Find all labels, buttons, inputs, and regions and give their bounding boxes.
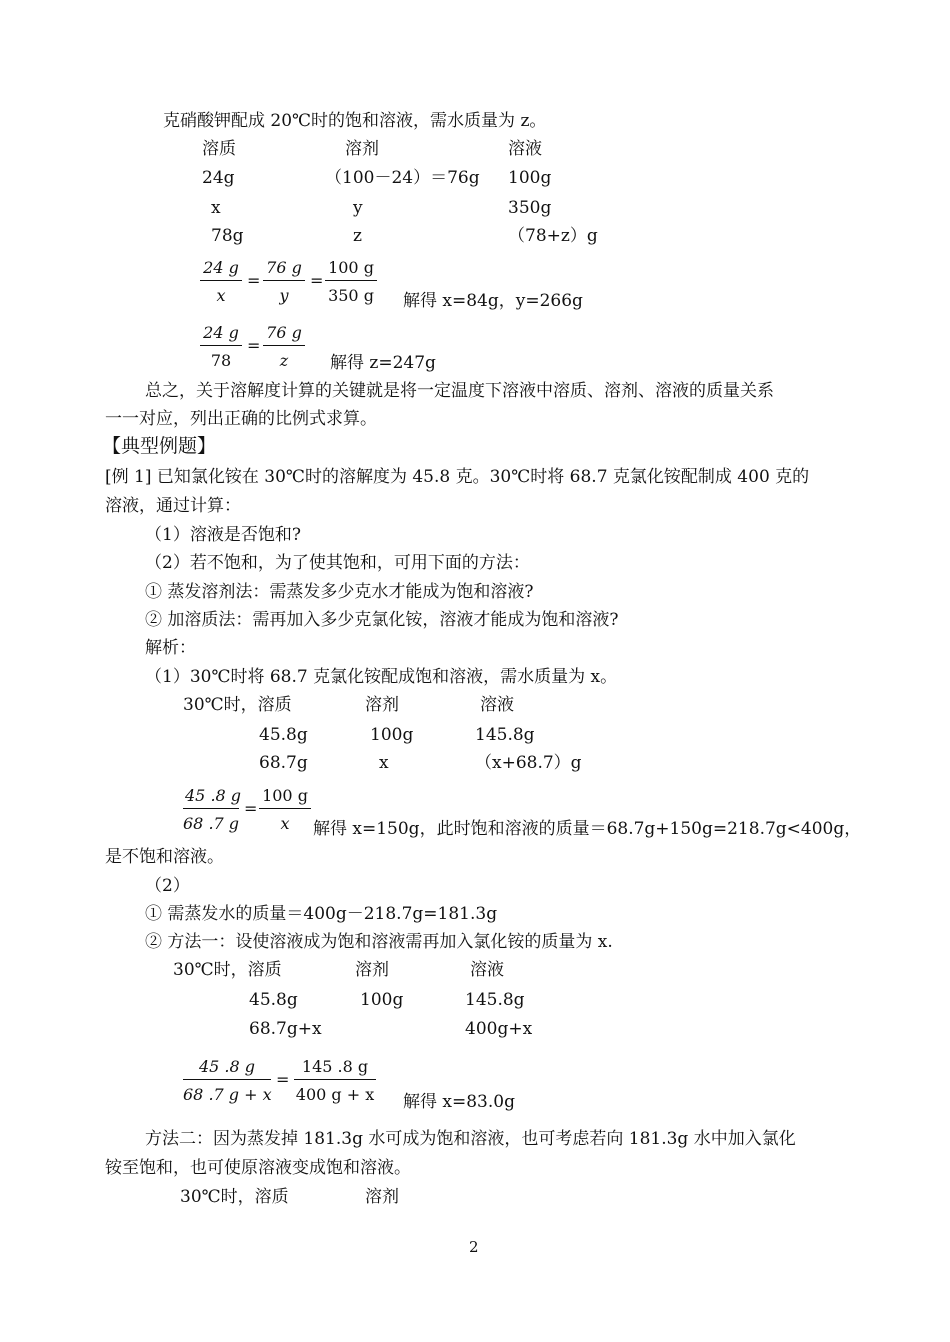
fraction bbox=[259, 786, 311, 833]
table-header-solution: 溶液 bbox=[470, 960, 504, 980]
fraction-denominator: 68 .7 g bbox=[183, 814, 240, 833]
table-cell: 145.8g bbox=[465, 990, 525, 1010]
table-cell: x bbox=[379, 753, 389, 773]
table-cell: y bbox=[353, 198, 363, 218]
table-header-solute: 溶质 bbox=[202, 139, 236, 159]
table-cell: （100－24）＝76g bbox=[325, 168, 480, 188]
paragraph-line: ② 方法一：设使溶液成为饱和溶液需再加入氯化铵的质量为 x. bbox=[145, 932, 613, 952]
table-cell: 400g+x bbox=[465, 1019, 533, 1039]
table-header-solvent: 溶剂 bbox=[345, 139, 379, 159]
fraction-denominator: 68 .7 g + x bbox=[183, 1085, 272, 1104]
fraction-denominator: 78 bbox=[210, 351, 232, 370]
table-header-solute: 30℃时，溶质 bbox=[173, 960, 282, 980]
table-cell: 78g bbox=[211, 226, 244, 246]
table-cell: 45.8g bbox=[249, 990, 298, 1010]
table-cell: 100g bbox=[360, 990, 404, 1010]
table-cell: 145.8g bbox=[475, 725, 535, 745]
fraction-numerator: 45 .8 g bbox=[183, 1057, 271, 1080]
fraction-numerator: 100 g bbox=[325, 258, 377, 281]
paragraph-line: 方法二：因为蒸发掉 181.3g 水可成为饱和溶液，也可考虑若向 181.3g 水中加入氯化 bbox=[145, 1129, 796, 1149]
fraction-denominator: 350 g bbox=[328, 286, 374, 305]
fraction-numerator: 45 .8 g bbox=[183, 786, 239, 809]
question-line: ① 蒸发溶剂法：需蒸发多少克水才能成为饱和溶液? bbox=[145, 582, 534, 602]
table-header-solute: 30℃时，溶质 bbox=[183, 695, 292, 715]
paragraph-line: 总之，关于溶解度计算的关键就是将一定温度下溶液中溶质、溶剂、溶液的质量关系 bbox=[145, 381, 774, 401]
fraction bbox=[200, 258, 242, 305]
paragraph-line: 一一对应，列出正确的比例式求算。 bbox=[105, 409, 377, 429]
paragraph-line: （1）30℃时将 68.7 克氯化铵配成饱和溶液，需水质量为 x。 bbox=[145, 667, 618, 687]
fraction bbox=[263, 323, 305, 370]
equals-sign: = bbox=[247, 336, 261, 355]
fraction-numerator: 24 g bbox=[200, 258, 242, 281]
equals-sign: = bbox=[247, 271, 261, 290]
fraction-numerator: 76 g bbox=[263, 258, 305, 281]
fraction bbox=[294, 1057, 376, 1104]
section-heading: 【典型例题】 bbox=[102, 435, 217, 457]
table-cell: 100g bbox=[370, 725, 414, 745]
fraction bbox=[263, 258, 305, 305]
solution-text: 解得 x=84g，y=266g bbox=[403, 291, 583, 311]
paragraph-line: （2） bbox=[145, 876, 190, 896]
solution-text: 解得 x=83.0g bbox=[403, 1092, 515, 1112]
equals-sign: = bbox=[276, 1070, 290, 1089]
fraction bbox=[183, 1057, 271, 1104]
question-line: （2）若不饱和，为了使其饱和，可用下面的方法： bbox=[145, 553, 530, 573]
table-header-solution: 溶液 bbox=[508, 139, 542, 159]
solution-text: 是不饱和溶液。 bbox=[105, 847, 224, 867]
question-line: ② 加溶质法：需再加入多少克氯化铵，溶液才能成为饱和溶液? bbox=[145, 610, 619, 630]
fraction-numerator: 76 g bbox=[263, 323, 305, 346]
solution-text: 解得 z=247g bbox=[330, 353, 436, 373]
paragraph-line: 铵至饱和，也可使原溶液变成饱和溶液。 bbox=[105, 1158, 411, 1178]
fraction-denominator: x bbox=[280, 814, 290, 833]
fraction-denominator: 400 g + x bbox=[295, 1085, 375, 1104]
paragraph-line: [例 1] 已知氯化铵在 30℃时的溶解度为 45.8 克。30℃时将 68.7 克氯化铵配制成 400 克的 bbox=[105, 467, 810, 487]
table-cell: z bbox=[353, 226, 362, 246]
paragraph-line: 溶液，通过计算： bbox=[105, 496, 241, 516]
table-cell: 24g bbox=[202, 168, 235, 188]
table-cell: 45.8g bbox=[259, 725, 308, 745]
table-cell: x bbox=[211, 198, 221, 218]
equals-sign: = bbox=[310, 271, 324, 290]
table-header-solution: 溶液 bbox=[480, 695, 514, 715]
fraction-denominator: x bbox=[216, 286, 226, 305]
fraction-numerator: 100 g bbox=[259, 786, 311, 809]
fraction bbox=[200, 323, 242, 370]
paragraph-line: ① 需蒸发水的质量＝400g－218.7g=181.3g bbox=[145, 904, 498, 924]
table-cell: 68.7g+x bbox=[249, 1019, 322, 1039]
table-header-solvent: 溶剂 bbox=[365, 695, 399, 715]
analysis-label: 解析： bbox=[145, 638, 196, 658]
table-cell: （x+68.7）g bbox=[475, 753, 582, 773]
question-line: （1）溶液是否饱和? bbox=[145, 525, 301, 545]
fraction-numerator: 145 .8 g bbox=[294, 1057, 376, 1080]
table-header-solvent: 溶剂 bbox=[365, 1187, 399, 1207]
equals-sign: = bbox=[244, 799, 258, 818]
table-cell: 100g bbox=[508, 168, 552, 188]
fraction-numerator: 24 g bbox=[200, 323, 242, 346]
fraction bbox=[325, 258, 377, 305]
table-cell: 350g bbox=[508, 198, 552, 218]
fraction-denominator: z bbox=[279, 351, 289, 370]
fraction bbox=[183, 786, 242, 833]
table-cell: （78+z）g bbox=[508, 226, 598, 246]
text-line: 克硝酸钾配成 20℃时的饱和溶液，需水质量为 z。 bbox=[163, 111, 547, 131]
table-cell: 68.7g bbox=[259, 753, 308, 773]
fraction-denominator: y bbox=[279, 286, 289, 305]
table-header-solute: 30℃时，溶质 bbox=[180, 1187, 289, 1207]
page-number: 2 bbox=[469, 1238, 479, 1256]
table-header-solvent: 溶剂 bbox=[355, 960, 389, 980]
solution-text: 解得 x=150g，此时饱和溶液的质量＝68.7g+150g=218.7g<400g， bbox=[313, 819, 862, 839]
